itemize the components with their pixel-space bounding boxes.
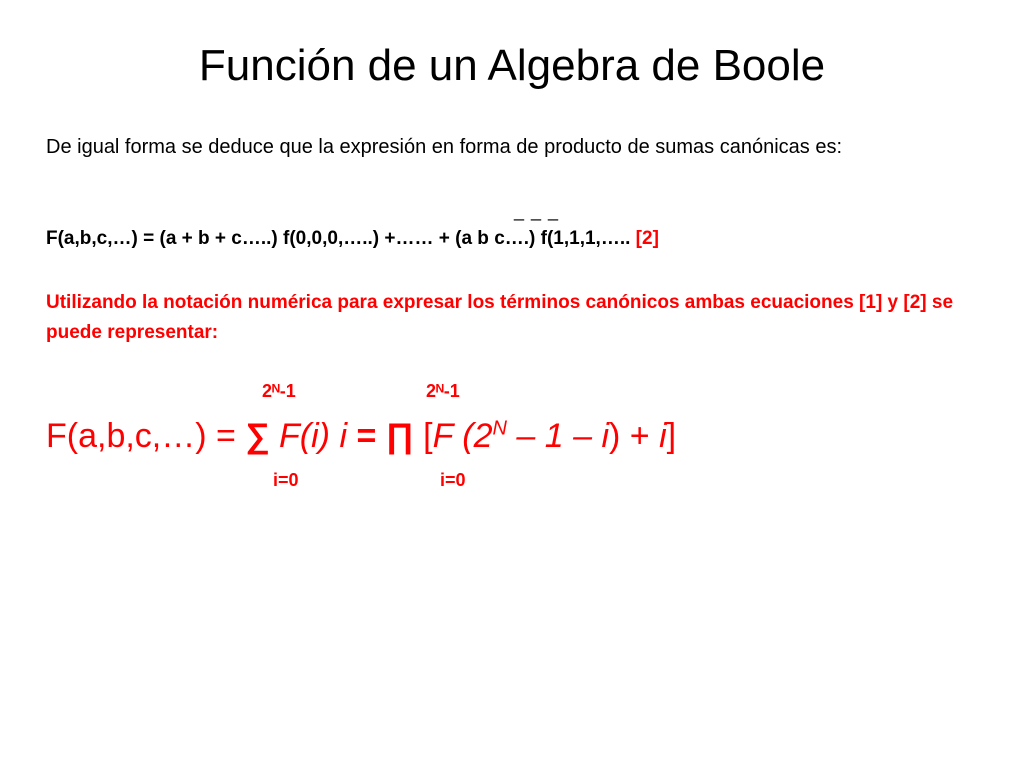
variable-i-2: i [659, 417, 667, 455]
equals-sign: = [356, 417, 377, 455]
slide-title: Función de un Algebra de Boole [198, 41, 826, 90]
bracket-close: ] [666, 417, 677, 455]
product-term-a: F (2 [432, 417, 493, 455]
formula2-lhs: F(a,b,c,…) = [46, 417, 246, 455]
intro-text: De igual forma se deduce que la expresión en forma de producto de sumas canónicas es: [46, 136, 843, 158]
product-of-sums-formula [46, 226, 659, 252]
close-paren-plus: ) + [609, 417, 660, 455]
product-lower-limit: i=0 [440, 470, 466, 490]
sum-lower-limit: i=0 [273, 470, 299, 490]
exponent: N [492, 417, 507, 440]
numeric-notation-note: Utilizando la notación numérica para expresar los términos canónicos ambas ecuaciones [1] y [2] se puede representar: [46, 292, 954, 343]
formula1-reference: [2] [635, 228, 659, 249]
overline-bars: _ _ _ [514, 201, 560, 221]
product-upper-limit: 2ᴺ-1 [426, 381, 460, 401]
product-term-b: – 1 – [506, 417, 602, 455]
sum-upper-limit: 2ᴺ-1 [262, 381, 296, 401]
variable-i: i [601, 417, 610, 455]
product-symbol: ∏ [376, 417, 414, 455]
bracket-open: [ [413, 417, 433, 455]
formula1-text: F(a,b,c,…) = (a + b + c…..) f(0,0,0,…..) +…… + (a b c….) f(1,1,1,….. [46, 228, 636, 249]
numeric-notation-formula [46, 412, 676, 460]
sum-term: F(i) i [269, 417, 357, 455]
sum-symbol: ∑ [245, 417, 270, 455]
